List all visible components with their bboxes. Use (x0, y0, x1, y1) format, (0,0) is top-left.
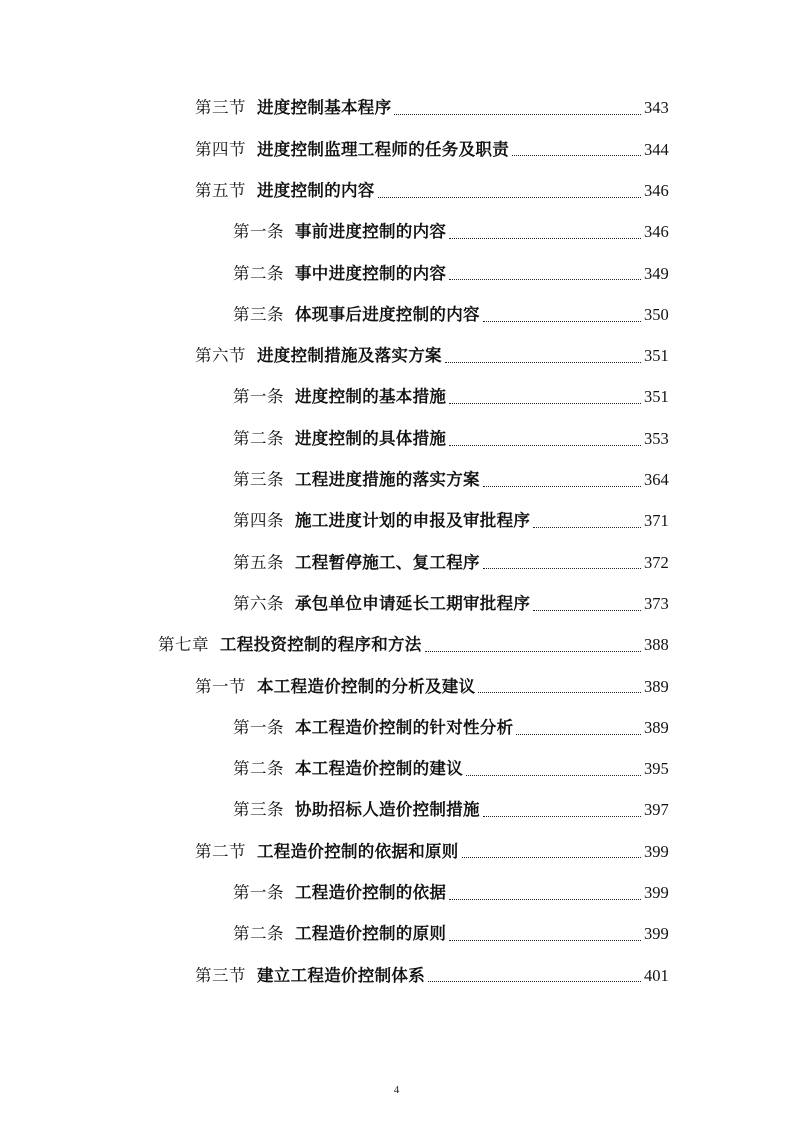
toc-entry-title: 事中进度控制的内容 (295, 263, 447, 283)
toc-entry-label: 第一条 (233, 222, 284, 242)
toc-entry-label: 第二条 (233, 924, 284, 944)
toc-entry-title: 施工进度计划的申报及审批程序 (295, 511, 531, 531)
toc-dot-leader (533, 610, 641, 611)
toc-entry-title: 进度控制的内容 (257, 180, 375, 200)
toc-entry[interactable] (0, 790, 690, 831)
toc-entry-title: 工程造价控制的依据 (295, 883, 447, 903)
toc-entry-title: 进度控制措施及落实方案 (257, 346, 442, 366)
toc-dot-leader (425, 651, 641, 652)
toc-entry-page: 351 (644, 387, 669, 407)
toc-entry-page: 401 (644, 965, 669, 985)
toc-entry[interactable] (0, 707, 690, 748)
toc-entry[interactable] (0, 873, 690, 914)
toc-entry-page: 399 (644, 924, 669, 944)
toc-entry-page: 389 (644, 717, 669, 737)
toc-dot-leader (445, 362, 641, 363)
toc-entry-title: 工程暂停施工、复工程序 (295, 552, 480, 572)
toc-dot-leader (478, 692, 641, 693)
toc-dot-leader (533, 527, 641, 528)
toc-entry-title: 建立工程造价控制体系 (257, 965, 425, 985)
page-number: 4 (393, 1084, 400, 1096)
toc-dot-leader (466, 775, 641, 776)
toc-entry-title: 本工程造价控制的针对性分析 (295, 717, 514, 737)
toc-dot-leader (449, 279, 641, 280)
toc-dot-leader (449, 445, 641, 446)
toc-entry[interactable] (0, 914, 690, 955)
toc-entry-title: 工程进度措施的落实方案 (295, 470, 480, 490)
toc-entry-label: 第一节 (195, 676, 246, 696)
toc-entry-label: 第四节 (195, 139, 246, 159)
toc-entry-page: 346 (644, 222, 669, 242)
toc-dot-leader (483, 816, 641, 817)
toc-entry-title: 事前进度控制的内容 (295, 222, 447, 242)
toc-entry-label: 第三条 (233, 304, 284, 324)
toc-entry-page: 399 (644, 841, 669, 861)
toc-entry-page: 353 (644, 428, 669, 448)
toc-entry[interactable] (0, 294, 690, 335)
toc-entry-page: 388 (644, 635, 669, 655)
toc-entry-label: 第二条 (233, 263, 284, 283)
toc-entry-page: 389 (644, 676, 669, 696)
toc-entry-label: 第二条 (233, 428, 284, 448)
toc-entry-page: 372 (644, 552, 669, 572)
toc-entry[interactable] (0, 831, 690, 872)
toc-entry[interactable] (0, 377, 690, 418)
toc-entry[interactable] (0, 542, 690, 583)
toc-entry-title: 进度控制基本程序 (257, 98, 392, 118)
toc-dot-leader (449, 940, 641, 941)
toc-entry-title: 工程造价控制的原则 (295, 924, 447, 944)
toc-entry-page: 395 (644, 759, 669, 779)
toc-entry-page: 344 (644, 139, 669, 159)
toc-entry[interactable] (0, 501, 690, 542)
toc-entry-page: 346 (644, 180, 669, 200)
toc-entry-label: 第三条 (233, 800, 284, 820)
toc-entry-label: 第三条 (233, 470, 284, 490)
toc-dot-leader (483, 486, 641, 487)
toc-entry-label: 第一条 (233, 717, 284, 737)
toc-entry-page: 371 (644, 511, 669, 531)
toc-dot-leader (449, 403, 641, 404)
toc-entry-page: 397 (644, 800, 669, 820)
toc-entry-title: 进度控制的具体措施 (295, 428, 447, 448)
toc-entry-label: 第六节 (195, 346, 246, 366)
toc-entry[interactable] (0, 460, 690, 501)
toc-entry-page: 349 (644, 263, 669, 283)
toc-entry[interactable] (0, 584, 690, 625)
toc-entry-title: 体现事后进度控制的内容 (295, 304, 480, 324)
toc-entry-label: 第一条 (233, 883, 284, 903)
toc-entry[interactable] (0, 88, 690, 129)
toc-entry-page: 364 (644, 470, 669, 490)
toc-entry-title: 工程投资控制的程序和方法 (220, 635, 422, 655)
toc-dot-leader (449, 238, 641, 239)
toc-entry[interactable] (0, 625, 690, 666)
toc-entry-label: 第五节 (195, 180, 246, 200)
toc-entry-title: 工程造价控制的依据和原则 (257, 841, 459, 861)
toc-entry-label: 第四条 (233, 511, 284, 531)
toc-dot-leader (378, 197, 641, 198)
toc-dot-leader (512, 155, 641, 156)
toc-entry-page: 399 (644, 883, 669, 903)
toc-entry-label: 第五条 (233, 552, 284, 572)
toc-entry-title: 承包单位申请延长工期审批程序 (295, 593, 531, 613)
toc-dot-leader (483, 568, 641, 569)
toc-entry-title: 本工程造价控制的建议 (295, 759, 463, 779)
toc-entry-label: 第二节 (195, 841, 246, 861)
toc-entry-label: 第二条 (233, 759, 284, 779)
toc-entry-title: 进度控制的基本措施 (295, 387, 447, 407)
toc-entry-label: 第六条 (233, 593, 284, 613)
toc-entry[interactable] (0, 955, 690, 996)
toc-entry[interactable] (0, 418, 690, 459)
toc-entry[interactable] (0, 171, 690, 212)
toc-dot-leader (516, 734, 641, 735)
toc-entry-label: 第一条 (233, 387, 284, 407)
toc-entry-title: 协助招标人造价控制措施 (295, 800, 480, 820)
toc-dot-leader (449, 899, 641, 900)
toc-dot-leader (462, 857, 641, 858)
toc-entry-title: 进度控制监理工程师的任务及职责 (257, 139, 509, 159)
toc-dot-leader (483, 321, 641, 322)
toc-list (0, 88, 690, 997)
toc-entry[interactable] (0, 666, 690, 707)
toc-entry[interactable] (0, 749, 690, 790)
toc-entry-page: 350 (644, 304, 669, 324)
toc-dot-leader (428, 981, 641, 982)
toc-entry-page: 351 (644, 346, 669, 366)
toc-entry-label: 第三节 (195, 965, 246, 985)
toc-entry[interactable] (0, 253, 690, 294)
toc-entry-page: 343 (644, 98, 669, 118)
toc-entry[interactable] (0, 212, 690, 253)
toc-entry[interactable] (0, 336, 690, 377)
toc-entry[interactable] (0, 129, 690, 170)
toc-entry-page: 373 (644, 593, 669, 613)
toc-entry-label: 第七章 (158, 635, 209, 655)
toc-entry-title: 本工程造价控制的分析及建议 (257, 676, 476, 696)
toc-dot-leader (394, 114, 641, 115)
toc-entry-label: 第三节 (195, 98, 246, 118)
